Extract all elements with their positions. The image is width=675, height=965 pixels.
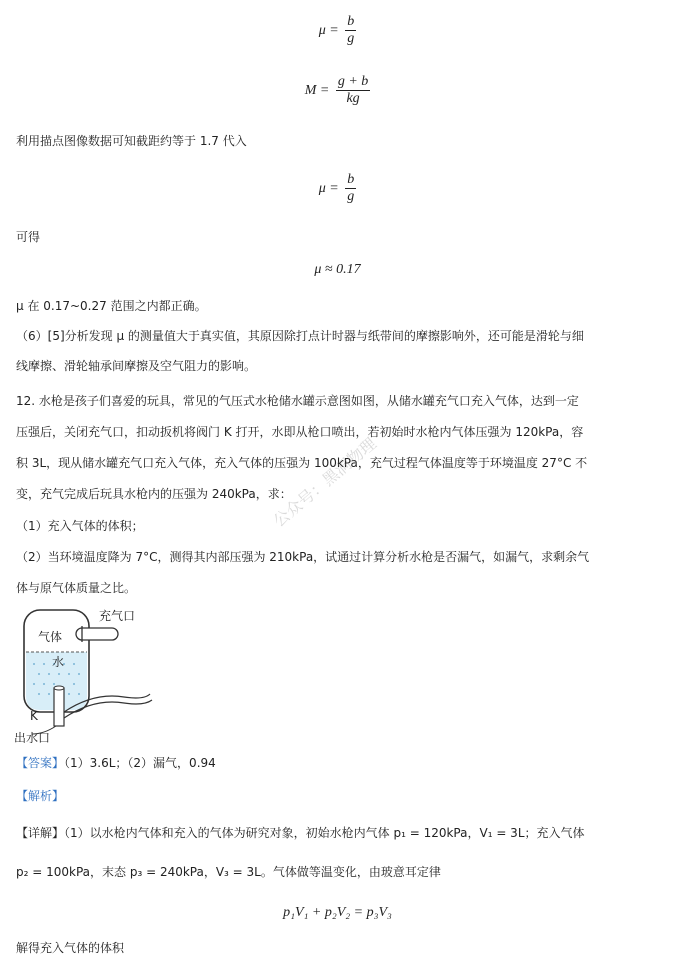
question-12-line3: 积 3L，现从储水罐充气口充入气体，充入气体的压强为 100kPa，充气过程气体温度等于环境温度 27°C 不	[16, 456, 588, 470]
answer-line	[16, 755, 666, 771]
question-12-line1: 12. 水枪是孩子们喜爱的玩具，常见的气压式水枪储水罐示意图如图，从储水罐充气口充入气体，达到一定	[16, 394, 579, 408]
watermark: 公众号：黑洞物理	[269, 433, 380, 531]
paragraph-analysis-line1: （6）[5]分析发现 μ 的测量值大于真实值，其原因除打点计时器与纸带间的摩擦影响外，还可能是滑轮与细	[16, 329, 584, 343]
question-12-part2-line1: （2）当环境温度降为 7°C，测得其内部压强为 210kPa，试通过计算分析水枪是否漏气，如漏气，求剩余气	[16, 550, 590, 564]
question-12-part1: （1）充入气体的体积；	[16, 519, 144, 533]
gas-label: 气体	[38, 630, 63, 644]
question-12-line4: 变，充气完成后玩具水枪内的压强为 240kPa，求：	[16, 487, 292, 501]
water-gun-diagram	[14, 602, 164, 747]
detail-text-1: （1）以水枪内气体和充入的气体为研究对象，初始水枪内气体 p₁ = 120kPa，V₁ = 3L；充入气体	[64, 826, 585, 840]
question-12-line2: 压强后，关闭充气口，扣动扳机将阀门 K 打开，水即从枪口喷出，若初始时水枪内气体压强为 120kPa，容	[16, 425, 584, 439]
paragraph-intercept: 利用描点图像数据可知截距约等于 1.7 代入	[16, 134, 247, 148]
detail-line1	[16, 825, 666, 841]
equation-boyle: p₁V₁ + p₂V₂ = p₃V₃	[283, 905, 392, 920]
detail-label: 【详解】	[16, 826, 65, 840]
analysis-label: 【解析】	[16, 789, 65, 803]
detail-line2: p₂ = 100kPa，末态 p₃ = 240kPa，V₃ = 3L。气体做等温变化，由玻意耳定律	[16, 865, 441, 879]
valve-label: K	[30, 709, 38, 723]
answer-label: 【答案】	[16, 756, 65, 770]
water-label: 水	[52, 655, 65, 669]
fraction-denominator: g	[347, 189, 355, 204]
equation-mu: μ = $\frac{b}{g}$	[318, 14, 355, 46]
paragraph-analysis-line2: 线摩擦、滑轮轴承间摩擦及空气阻力的影响。	[16, 359, 257, 373]
fraction-denominator: g	[347, 31, 355, 46]
outlet-pipe	[54, 688, 64, 726]
fraction-numerator: g + b	[337, 74, 369, 89]
paragraph-range: μ 在 0.17~0.27 范围之内都正确。	[16, 299, 207, 313]
fraction-numerator: b	[347, 172, 355, 187]
equation-mu-2: μ = $\frac{b}{g}$	[318, 172, 355, 204]
inlet-label: 充气口	[99, 609, 136, 623]
question-12-part2-line2: 体与原气体质量之比。	[16, 581, 137, 595]
equation-mu-value: μ ≈ 0.17	[314, 262, 361, 277]
fraction-numerator: b	[347, 14, 355, 29]
equation-M: M = $\frac{g + b}{kg}$	[304, 74, 369, 106]
fraction-denominator: kg	[346, 91, 360, 106]
paragraph-final: 解得充入气体的体积	[16, 941, 125, 955]
paragraph-result: 可得	[16, 230, 41, 244]
answer-text: （1）3.6L；（2）漏气，0.94	[64, 756, 216, 770]
outlet-label: 出水口	[14, 731, 51, 745]
